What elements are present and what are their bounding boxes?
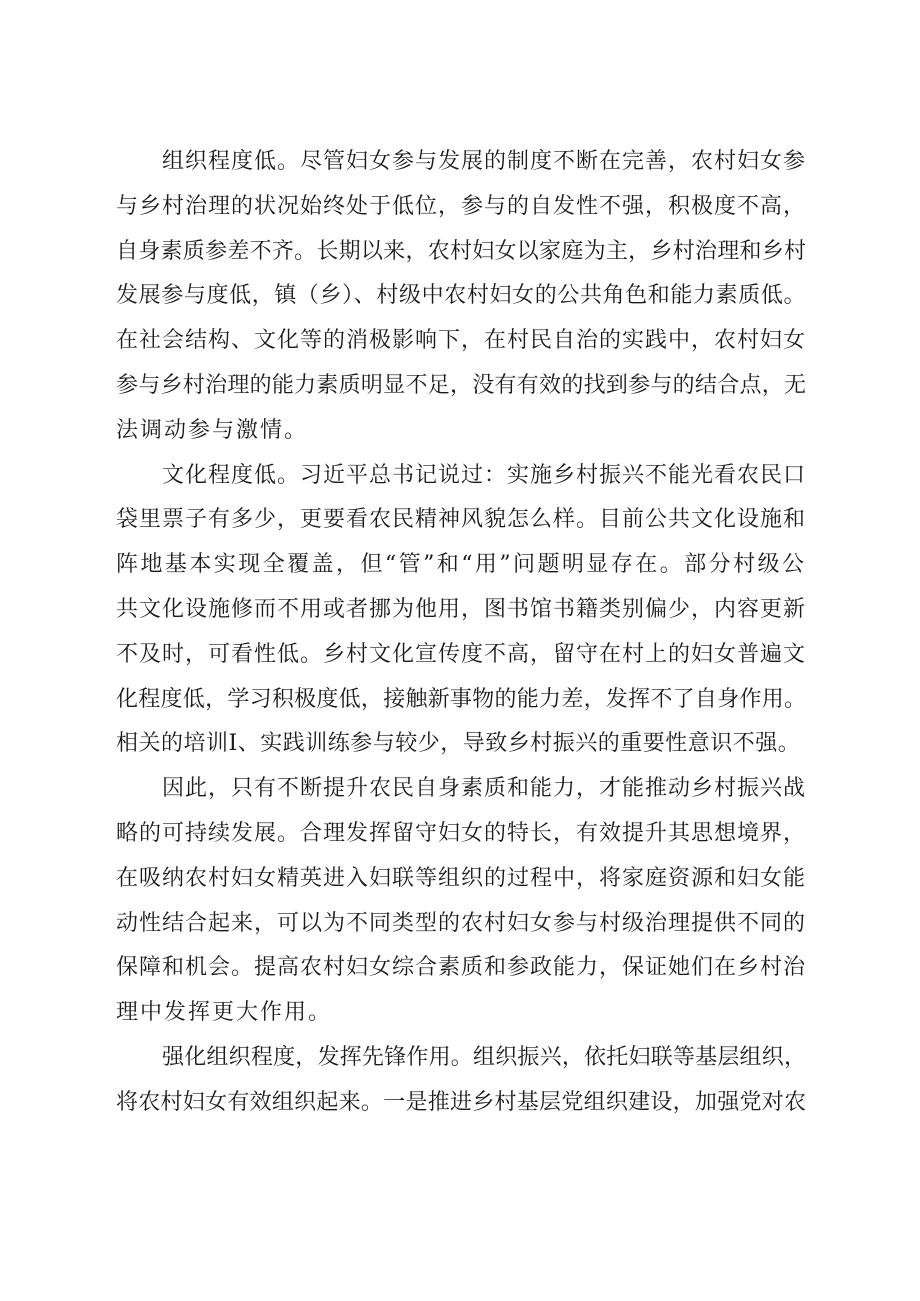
text-line: 强化组织程度，发挥先锋作用。组织振兴，依托妇联等基层组织， xyxy=(162,1044,806,1070)
text-line: 理中发挥更大作用。 xyxy=(116,1000,333,1026)
text-line: 因此，只有不断提升农民自身素质和能力，才能推动乡村振兴战 xyxy=(162,776,807,802)
text-line: 动性结合起来，可以为不同类型的农村妇女参与村级治理提供不同的 xyxy=(116,910,807,936)
text-line: 参与乡村治理的能力素质明显不足，没有有效的找到参与的结合点，无 xyxy=(116,372,806,398)
paragraph-therefore xyxy=(116,767,806,1036)
text-line: 文化程度低。习近平总书记说过：实施乡村振兴不能光看农民口 xyxy=(162,462,807,488)
paragraph-strengthen-organization xyxy=(116,1036,806,1126)
text-line: 在社会结构、文化等的消极影响下，在村民自治的实践中，农村妇女 xyxy=(116,328,807,354)
text-line: 袋里票子有多少，更要看农民精神风貌怎么样。目前公共文化设施和 xyxy=(116,507,807,533)
text-line: 略的可持续发展。合理发挥留守妇女的特长，有效提升其思想境界， xyxy=(116,820,807,846)
text-line: 法调动参与激情。 xyxy=(116,417,309,443)
text-line: 不及时，可看性低。乡村文化宣传度不高，留守在村上的妇女普遍文 xyxy=(116,641,807,667)
text-line: 化程度低，学习积极度低，接触新事物的能力差，发挥不了自身作用。 xyxy=(116,686,806,712)
text-line: 共文化设施修而不用或者挪为他用，图书馆书籍类别偏少，内容更新 xyxy=(116,596,807,622)
text-line: 阵地基本实现全覆盖，但“管”和“用”问题明显存在。部分村级公 xyxy=(116,552,806,578)
text-line: 自身素质参差不齐。长期以来，农村妇女以家庭为主，乡村治理和乡村 xyxy=(116,238,806,264)
text-line: 将农村妇女有效组织起来。一是推进乡村基层党组织建设，加强党对农 xyxy=(116,1089,806,1115)
document-body xyxy=(116,140,806,1126)
text-line: 保障和机会。提高农村妇女综合素质和参政能力，保证她们在乡村治 xyxy=(116,955,807,981)
text-line: 与乡村治理的状况始终处于低位，参与的自发性不强，积极度不高， xyxy=(116,193,807,219)
text-line: 发展参与度低，镇（乡）、村级中农村妇女的公共角色和能力素质低。 xyxy=(116,283,806,309)
paragraph-organization-level xyxy=(116,140,806,454)
text-line: 组织程度低。尽管妇女参与发展的制度不断在完善，农村妇女参 xyxy=(162,149,807,174)
paragraph-culture-level xyxy=(116,454,806,768)
text-line: 相关的培训I、实践训练参与较少，导致乡村振兴的重要性意识不强。 xyxy=(116,731,801,757)
text-line: 在吸纳农村妇女精英进入妇联等组织的过程中，将家庭资源和妇女能 xyxy=(116,865,807,891)
